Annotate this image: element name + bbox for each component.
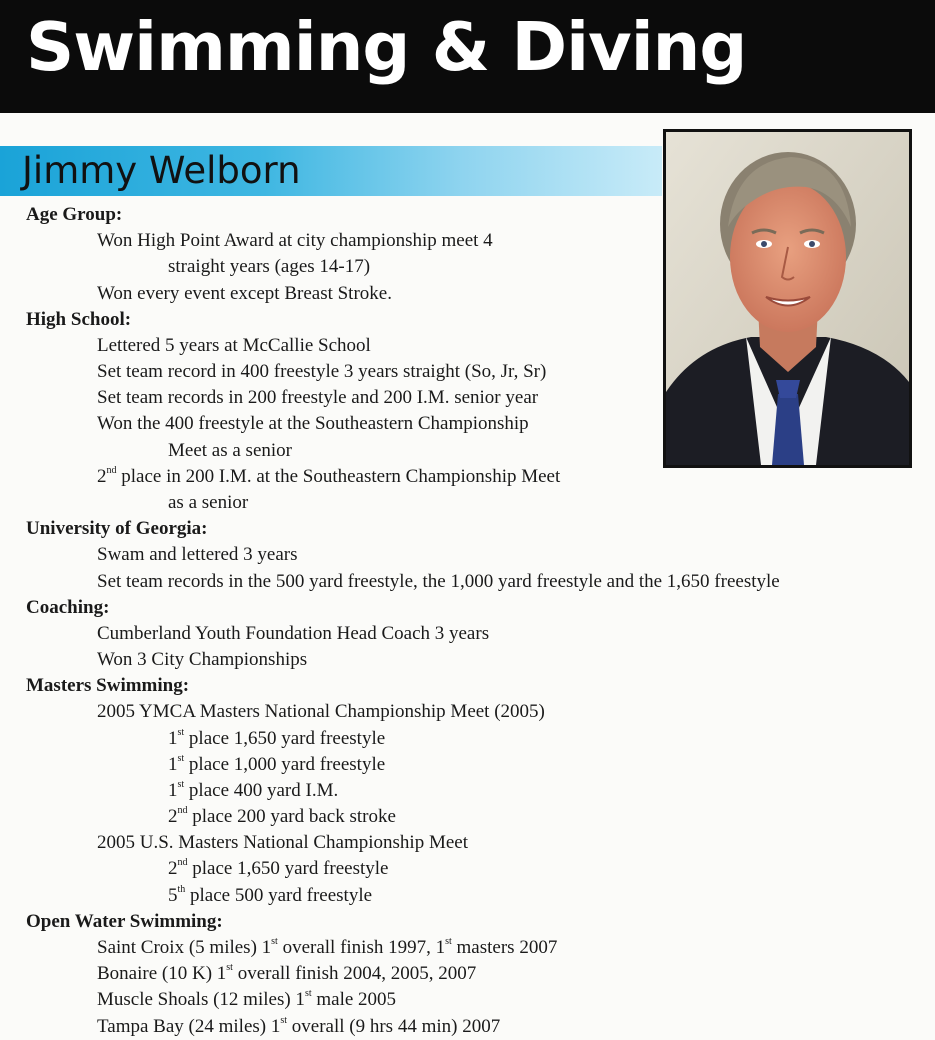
bio-line: Cumberland Youth Foundation Head Coach 3 years — [97, 623, 490, 644]
bio-line — [97, 987, 396, 1013]
bio-line: as a senior — [168, 492, 249, 513]
line-segment: place 1,000 yard freestyle — [184, 754, 386, 775]
line-segment: place 400 yard I.M. — [184, 780, 339, 801]
line-segment: place in 200 I.M. at the Southeastern Championship Meet — [116, 466, 561, 487]
line-segment: masters 2007 — [451, 937, 558, 958]
line-segment: male 2005 — [311, 989, 397, 1010]
line-segment: Muscle Shoals (12 miles) 1 — [97, 989, 305, 1010]
bio-line: Set team record in 400 freestyle 3 years straight (So, Jr, Sr) — [97, 361, 547, 382]
section-heading: Open Water Swimming: — [26, 911, 223, 932]
line-segment: 5 — [168, 885, 178, 906]
line-segment: 2 — [168, 806, 178, 827]
ordinal-suffix: st — [177, 726, 185, 738]
bio-line: 2005 U.S. Masters National Championship Meet — [97, 832, 468, 853]
line-segment: Saint Croix (5 miles) 1 — [97, 937, 272, 958]
bio-line: Won the 400 freestyle at the Southeastern Championship — [97, 413, 529, 434]
bio-line — [168, 726, 385, 752]
line-segment: place 200 yard back stroke — [187, 806, 396, 827]
bio-line — [168, 883, 372, 909]
bio-line: Won every event except Breast Stroke. — [97, 283, 392, 304]
bio-line — [168, 752, 385, 778]
bio-line — [97, 961, 476, 987]
ordinal-suffix: st — [445, 935, 452, 947]
line-segment: overall (9 hrs 44 min) 2007 — [287, 1016, 501, 1037]
line-segment: overall finish 1997, 1 — [277, 937, 446, 958]
ordinal-suffix: nd — [177, 856, 188, 868]
ordinal-suffix: st — [226, 961, 233, 973]
bio-line: Swam and lettered 3 years — [97, 544, 298, 565]
portrait-photo — [663, 129, 912, 468]
bio-line: Lettered 5 years at McCallie School — [97, 335, 371, 356]
bio-line — [97, 1014, 500, 1040]
line-segment: place 1,650 yard freestyle — [184, 728, 386, 749]
line-segment: 2 — [168, 858, 178, 879]
bio-line — [168, 856, 389, 882]
bio-line: 2005 YMCA Masters National Championship Meet (2005) — [97, 701, 545, 722]
section-heading: Age Group: — [26, 204, 123, 225]
ordinal-suffix: nd — [177, 804, 188, 816]
line-segment: Bonaire (10 K) 1 — [97, 963, 227, 984]
header-banner — [0, 0, 935, 113]
section-heading: Coaching: — [26, 597, 110, 618]
bio-line — [97, 935, 557, 961]
ordinal-suffix: st — [280, 1014, 288, 1026]
ordinal-suffix: st — [304, 987, 312, 999]
line-segment: 1 — [168, 754, 178, 775]
line-segment: Tampa Bay (24 miles) 1 — [97, 1016, 281, 1037]
bio-line — [168, 804, 396, 830]
portrait-icon — [666, 132, 909, 465]
page-title: Swimming & Diving — [26, 8, 747, 86]
line-segment: 1 — [168, 780, 178, 801]
line-segment: place 1,650 yard freestyle — [187, 858, 389, 879]
ordinal-suffix: st — [177, 752, 185, 764]
bio-line: Won High Point Award at city championship meet 4 — [97, 230, 493, 251]
bio-line: Meet as a senior — [168, 440, 292, 461]
profile-name: Jimmy Welborn — [22, 149, 301, 192]
ordinal-suffix: st — [271, 935, 278, 947]
section-heading: High School: — [26, 309, 132, 330]
line-segment: 1 — [168, 728, 178, 749]
line-segment: place 500 yard freestyle — [185, 885, 373, 906]
line-segment: 2 — [97, 466, 107, 487]
section-heading: Masters Swimming: — [26, 675, 190, 696]
bio-line: straight years (ages 14-17) — [168, 256, 371, 277]
line-segment: overall finish 2004, 2005, 2007 — [232, 963, 477, 984]
bio-line: Set team records in the 500 yard freestyle, the 1,000 yard freestyle and the 1,650 freestyle — [97, 571, 780, 592]
bio-line: Won 3 City Championships — [97, 649, 308, 670]
ordinal-suffix: th — [177, 883, 186, 895]
bio-line — [168, 778, 338, 804]
bio-line — [97, 464, 560, 490]
ordinal-suffix: st — [177, 778, 185, 790]
bio-line: Set team records in 200 freestyle and 200 I.M. senior year — [97, 387, 539, 408]
section-heading: University of Georgia: — [26, 518, 208, 539]
ordinal-suffix: nd — [106, 464, 117, 476]
